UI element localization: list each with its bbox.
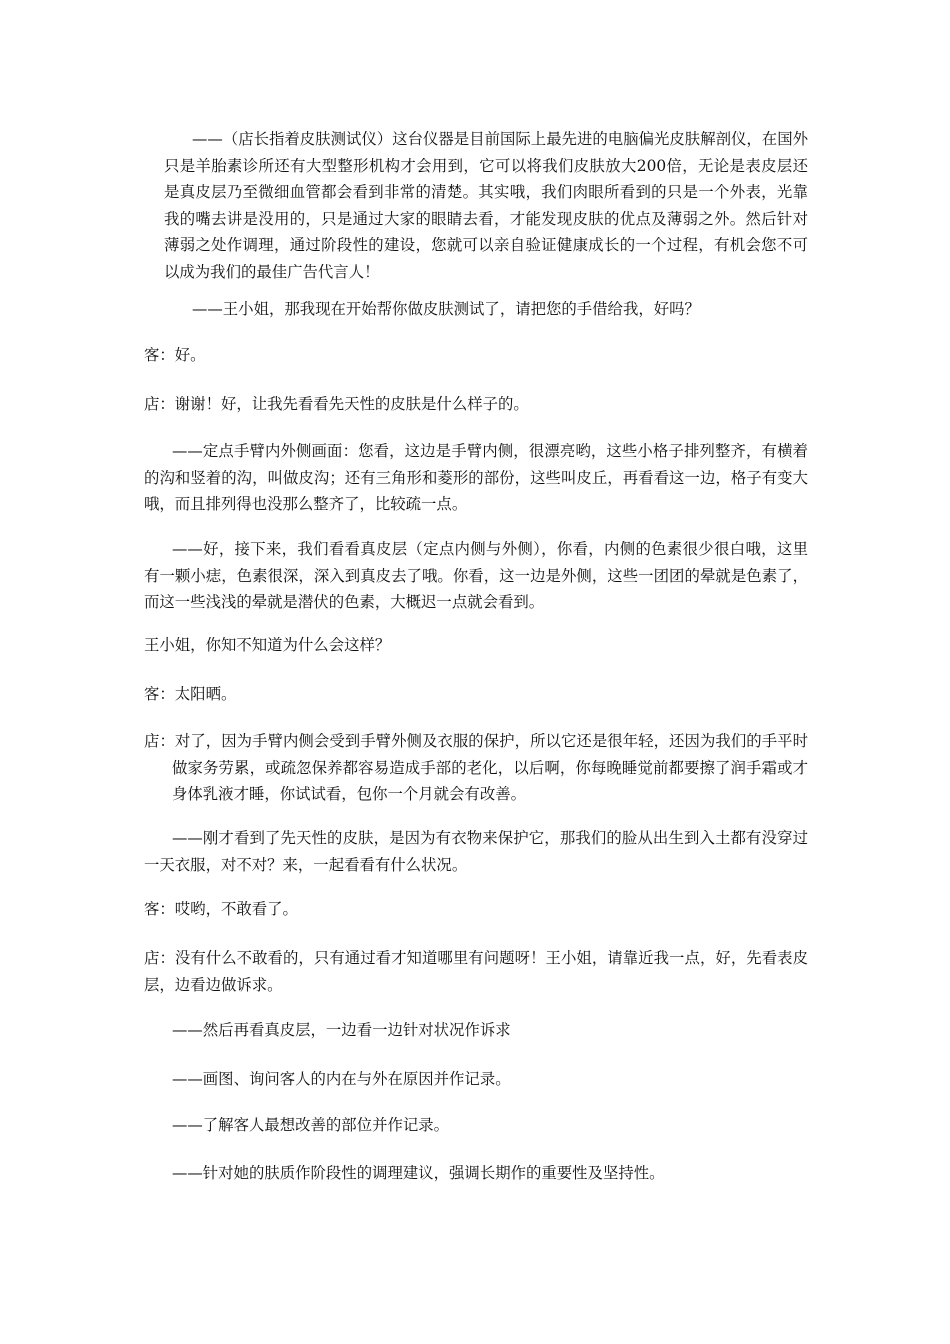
step-dermis-check: ——然后再看真皮层，一边看一边针对状况作诉求 [172,1021,511,1039]
paragraph-shop-explanation: 店：对了，因为手臂内侧会受到手臂外侧及衣服的保护，所以它还是很年轻，还因为我们的手平时做家务劳累，或疏忽保养都容易造成手部的老化，以后啊，你每晚睡觉前都要擦了润手霜或才身体乳液才睡，你试试看，包你一个月就会有改善。 [144,732,808,803]
step-record-causes: ——画图、询问客人的内在与外在原因并作记录。 [172,1070,511,1088]
paragraph-shop-reply: 店：谢谢！好，让我先看看先天性的皮肤是什么样子的。 [144,395,529,413]
step-record-areas: ——了解客人最想改善的部位并作记录。 [172,1116,450,1134]
paragraph-instrument-intro: ——（店长指着皮肤测试仪）这台仪器是目前国际上最先进的电脑偏光皮肤解剖仪，在国外只是羊胎素诊所还有大型整形机构才会用到，它可以将我们皮肤放大200倍，无论是表皮层还是真皮层乃至微细血管都会看到非常的清楚。其实哦，我们肉眼所看到的只是一个外表，光靠我的嘴去讲是没用的，只是通过大家的眼睛去看，才能发现皮肤的优点及薄弱之外。然后针对薄弱之处作调理，通过阶段性的建设，您就可以亲自验证健康成长的一个过程，有机会您不可以成为我们的最佳广告代言人！ [164,130,808,281]
paragraph-question: 王小姐，你知不知道为什么会这样？ [144,636,391,654]
paragraph-face-intro: ——刚才看到了先天性的皮肤，是因为有衣物来保护它，那我们的脸从出生到入土都有没穿过一天衣服，对不对？来，一起看看有什么状况。 [144,829,808,874]
paragraph-customer-answer: 客：太阳晒。 [144,685,237,703]
paragraph-customer-hesitation: 客：哎哟，不敢看了。 [144,900,298,918]
paragraph-start-test: ——王小姐，那我现在开始帮你做皮肤测试了，请把您的手借给我，好吗？ [192,300,700,318]
step-care-advice: ——针对她的肤质作阶段性的调理建议，强调长期作的重要性及坚持性。 [172,1164,665,1182]
paragraph-shop-encourage: 店：没有什么不敢看的，只有通过看才知道哪里有问题呀！王小姐，请靠近我一点，好，先看表皮层，边看边做诉求。 [144,949,808,994]
paragraph-dermis: ——好，接下来，我们看看真皮层（定点内侧与外侧），你看，内侧的色素很少很白哦，这里有一颗小痣，色素很深，深入到真皮去了哦。你看，这一边是外侧，这些一团团的晕就是色素了，而这一些浅浅的晕就是潜伏的色素，大概迟一点就会看到。 [144,540,808,611]
paragraph-customer-reply: 客：好。 [144,346,206,364]
paragraph-arm-surface: ——定点手臂内外侧画面：您看，这边是手臂内侧，很漂亮哟，这些小格子排列整齐，有横着的沟和竖着的沟，叫做皮沟；还有三角形和菱形的部份，这些叫皮丘，再看看这一边，格子有变大哦，而且排列得也没那么整齐了，比较疏一点。 [144,442,808,513]
